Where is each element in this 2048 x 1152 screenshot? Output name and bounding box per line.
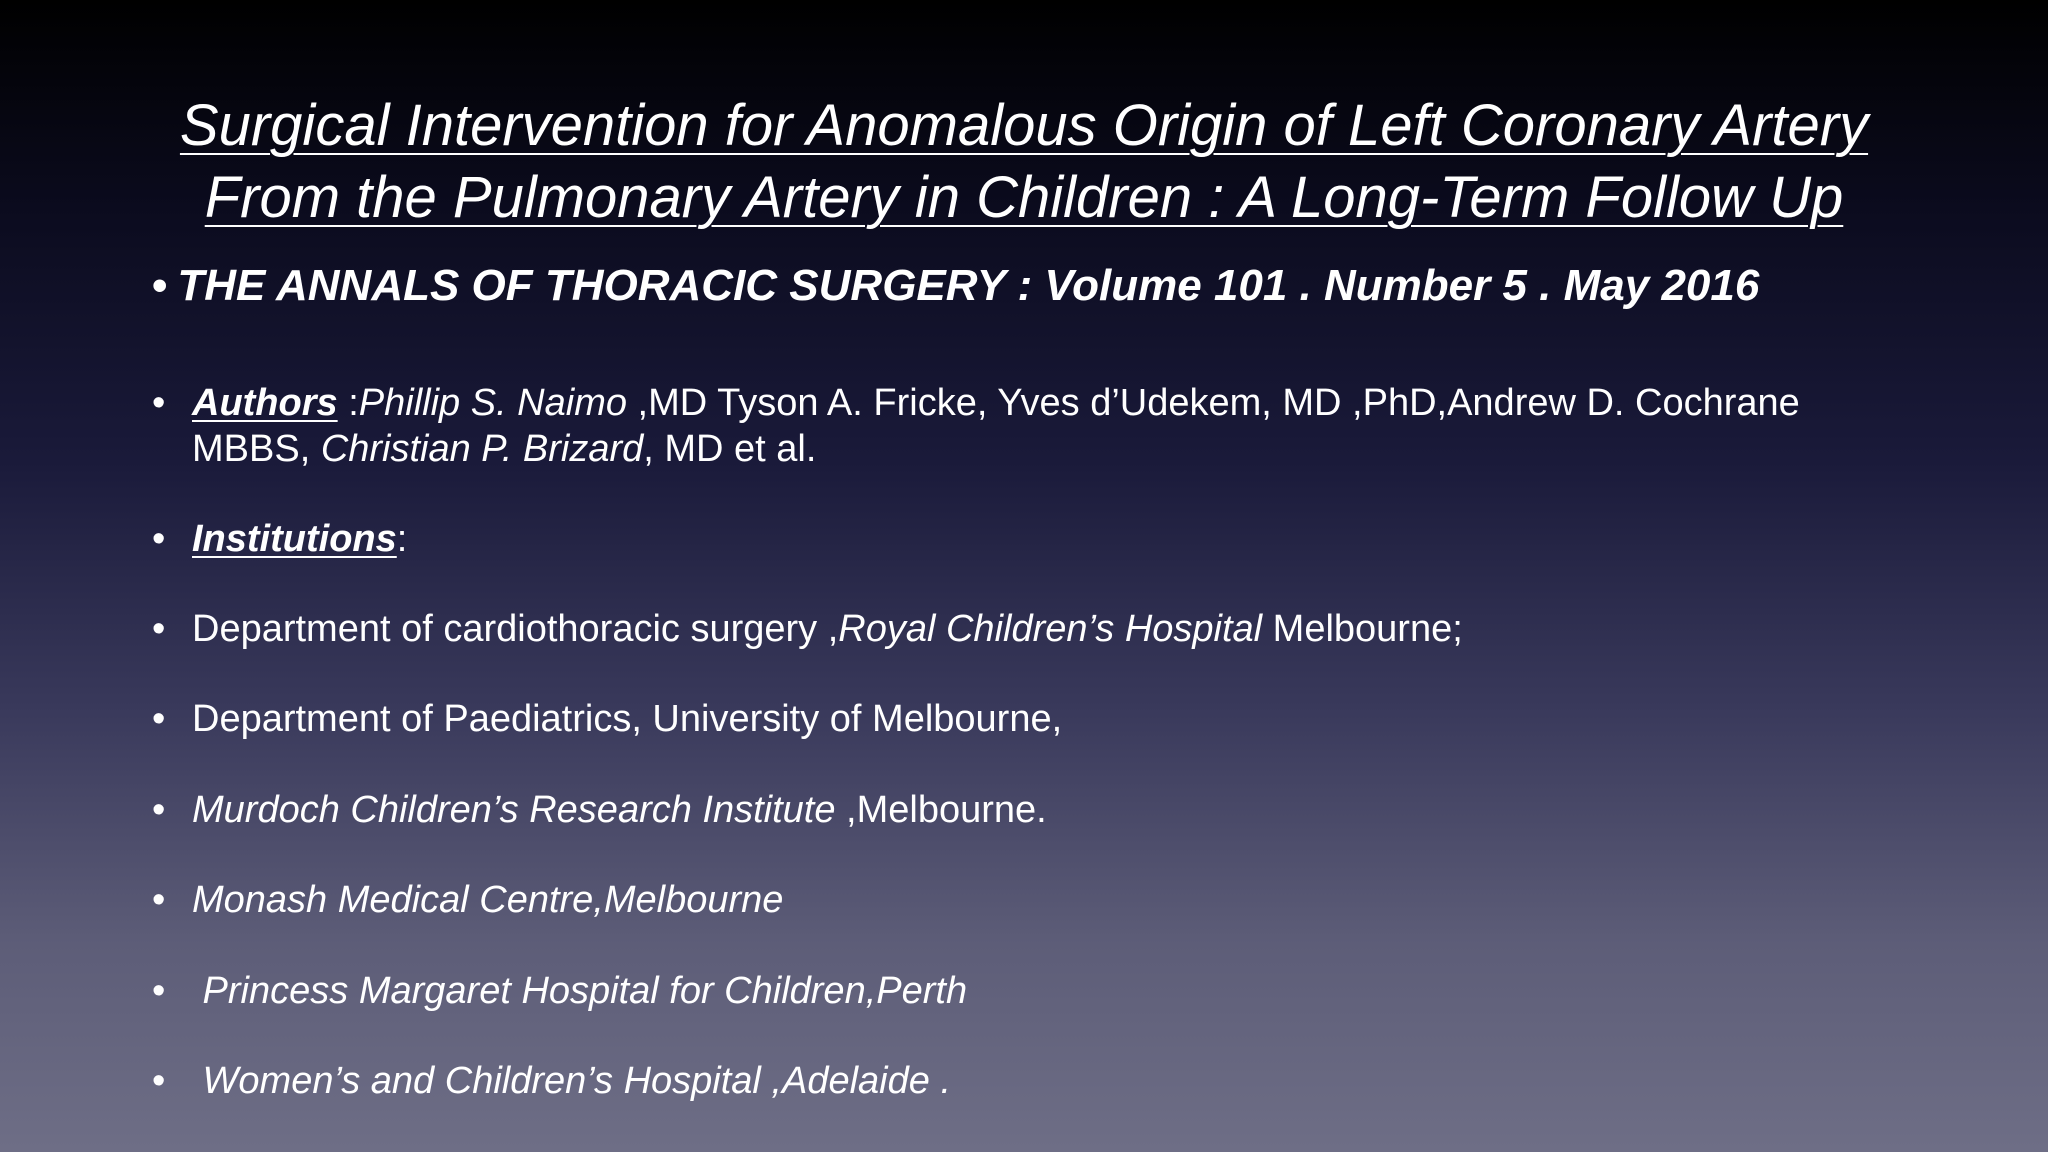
title-line-2: From the Pulmonary Artery in Children : A Long-Term Follow Up (204, 165, 1844, 230)
journal-text: THE ANNALS OF THORACIC SURGERY : Volume 101 . Number 5 . May 2016 (177, 261, 1760, 310)
bullet: • (152, 608, 166, 650)
bullet: • (152, 879, 166, 921)
authors-rest-2: MBBS, (192, 428, 321, 470)
institution-text-italic: Murdoch Children’s Research Institute (192, 789, 836, 831)
authors-rest-3: , MD et al. (643, 428, 817, 470)
author-name-2: Christian P. Brizard (320, 428, 644, 470)
institution-text-a: Department of Paediatrics, University of Melbourne, (192, 698, 1063, 740)
bullet: • (152, 518, 166, 560)
authors-item (152, 380, 1972, 472)
institution-text-a: Department of cardiothoracic surgery , (192, 608, 839, 650)
journal-citation (152, 258, 2012, 314)
bullet: • (152, 970, 166, 1012)
institution-text-italic: Princess Margaret Hospital for Children,Perth (192, 970, 968, 1012)
institutions-heading (152, 516, 1972, 562)
bullet: • (152, 382, 166, 424)
institution-text-italic: Women’s and Children’s Hospital ,Adelaide . (192, 1060, 951, 1102)
institution-item (152, 696, 1972, 742)
bullet: • (152, 261, 168, 310)
institutions-label: Institutions (192, 518, 397, 560)
slide-title (100, 90, 1948, 234)
authors-label: Authors (192, 382, 338, 424)
institution-item (152, 787, 1972, 833)
institution-item (152, 968, 1972, 1014)
authors-rest-1: ,MD Tyson A. Fricke, Yves d’Udekem, MD ,PhD,Andrew D. Cochrane (627, 382, 1800, 424)
bullet: • (152, 698, 166, 740)
institution-item (152, 1058, 1972, 1104)
authors-sep: : (337, 382, 359, 424)
institution-item (152, 606, 1972, 652)
title-line-1: Surgical Intervention for Anomalous Origin of Left Coronary Artery (179, 93, 1869, 158)
institution-text-b: ,Melbourne. (835, 789, 1047, 831)
institution-text-italic: Monash Medical Centre,Melbourne (192, 879, 784, 921)
institutions-colon: : (396, 518, 408, 560)
author-name-1: Phillip S. Naimo (358, 382, 627, 424)
institution-text-b: Melbourne; (1262, 608, 1463, 650)
bullet: • (152, 789, 166, 831)
bullet: • (152, 1060, 166, 1102)
institution-item (152, 877, 1972, 923)
institution-text-italic: Royal Children’s Hospital (838, 608, 1263, 650)
